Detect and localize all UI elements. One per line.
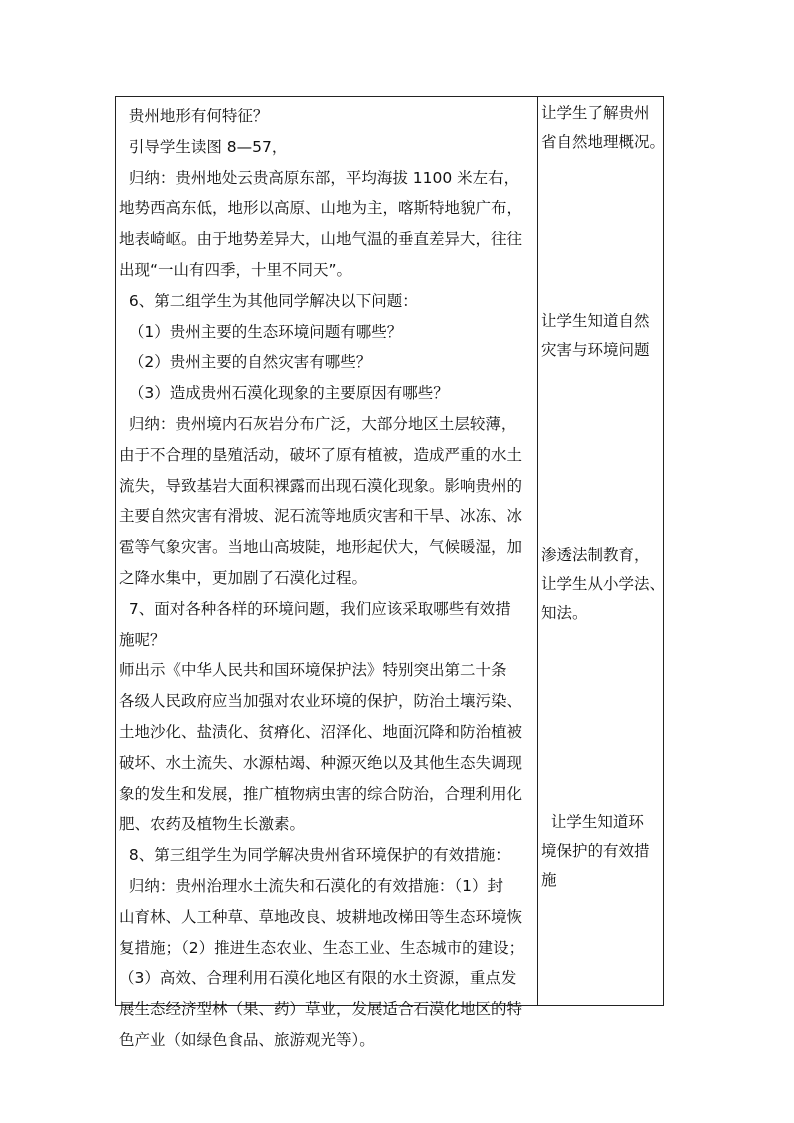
content-line: 归纳：贵州境内石灰岩分布广泛，大部分地区土层较薄， (119, 414, 517, 433)
design-intent-column (541, 97, 665, 1005)
content-line: 象的发生和发展，推广植物病虫害的综合防治，合理利用化 (119, 784, 523, 803)
note-line: 让学生知道环 (541, 813, 644, 831)
content-line: （3）造成贵州石漠化现象的主要原因有哪些？ (119, 384, 449, 403)
content-line: 山育林、人工种草、草地改良、坡耕地改梯田等生态环境恢 (119, 907, 523, 926)
content-line: 地表崎岖。由于地势差异大，山地气温的垂直差异大，往往 (119, 230, 523, 249)
content-line: 师出示《中华人民共和国环境保护法》特别突出第二十条 (119, 661, 507, 680)
content-line: 由于不合理的垦殖活动，破坏了原有植被，造成严重的水土 (119, 445, 523, 464)
content-line: 展生态经济型林（果、药）草业，发展适合石漠化地区的特 (119, 1000, 523, 1019)
design-note (541, 808, 667, 895)
content-line: 肥、农药及植物生长激素。 (119, 815, 306, 834)
content-line: 出现“一山有四季，十里不同天”。 (119, 260, 353, 279)
content-line: 贵州地形有何特征？ (119, 107, 269, 125)
content-line: 主要自然灾害有滑坡、泥石流等地质灾害和干旱、冰冻、冰 (119, 507, 523, 526)
note-line: 灾害与环境问题 (541, 341, 650, 359)
column-divider (537, 97, 538, 1005)
content-line: 7、面对各种各样的环境问题，我们应该采取哪些有效措 (119, 599, 511, 618)
content-line: 雹等气象灾害。当地山高坡陡，地形起伏大，气候暖湿，加 (119, 538, 523, 557)
content-line: 归纳：贵州地处云贵高原东部，平均海拔 1100 米左右， (119, 168, 520, 187)
content-line: 归纳：贵州治理水土流失和石漠化的有效措施：（1）封 (119, 876, 503, 895)
content-line: 色产业（如绿色食品、旅游观光等）。 (119, 1030, 375, 1049)
content-line: 8、第三组学生为同学解决贵州省环境保护的有效措施： (119, 846, 511, 865)
content-line: 土地沙化、盐渍化、贫瘠化、沼泽化、地面沉降和防治植被 (119, 722, 523, 741)
design-note (541, 307, 667, 365)
content-line: （3）高效、合理利用石漠化地区有限的水土资源，重点发 (119, 969, 517, 988)
note-line: 境保护的有效措 (541, 842, 650, 860)
content-line: 破坏、水土流失、水源枯竭、种源灭绝以及其他生态失调现 (119, 753, 523, 772)
note-line: 让学生知道自然 (541, 312, 650, 330)
content-line: 流失，导致基岩大面积裸露而出现石漠化现象。影响贵州的 (119, 476, 523, 495)
content-line: （1）贵州主要的生态环境问题有哪些？ (119, 322, 403, 341)
content-line: 引导学生读图 8—57， (119, 137, 288, 156)
content-line: 6、第二组学生为其他同学解决以下问题： (119, 291, 418, 310)
design-note (541, 541, 667, 628)
note-line: 施 (541, 871, 557, 889)
content-line: （2）贵州主要的自然灾害有哪些？ (119, 353, 372, 372)
note-line: 让学生从小学法、 (541, 575, 666, 593)
design-note (541, 99, 667, 157)
note-line: 省自然地理概况。 (541, 133, 666, 151)
note-line: 渗透法制教育， (541, 546, 650, 564)
content-line: 施呢？ (119, 630, 166, 649)
note-line: 知法。 (541, 604, 588, 622)
lesson-table (115, 96, 666, 1049)
teaching-content-column (119, 101, 533, 1056)
content-line: 各级人民政府应当加强对农业环境的保护，防治土壤污染、 (119, 692, 523, 711)
content-line: 复措施；（2）推进生态农业、生态工业、生态城市的建设； (119, 938, 525, 957)
content-line: 之降水集中，更加剧了石漠化过程。 (119, 568, 368, 587)
note-line: 让学生了解贵州 (541, 104, 650, 122)
content-line: 地势西高东低，地形以高原、山地为主，喀斯特地貌广布， (119, 199, 523, 218)
